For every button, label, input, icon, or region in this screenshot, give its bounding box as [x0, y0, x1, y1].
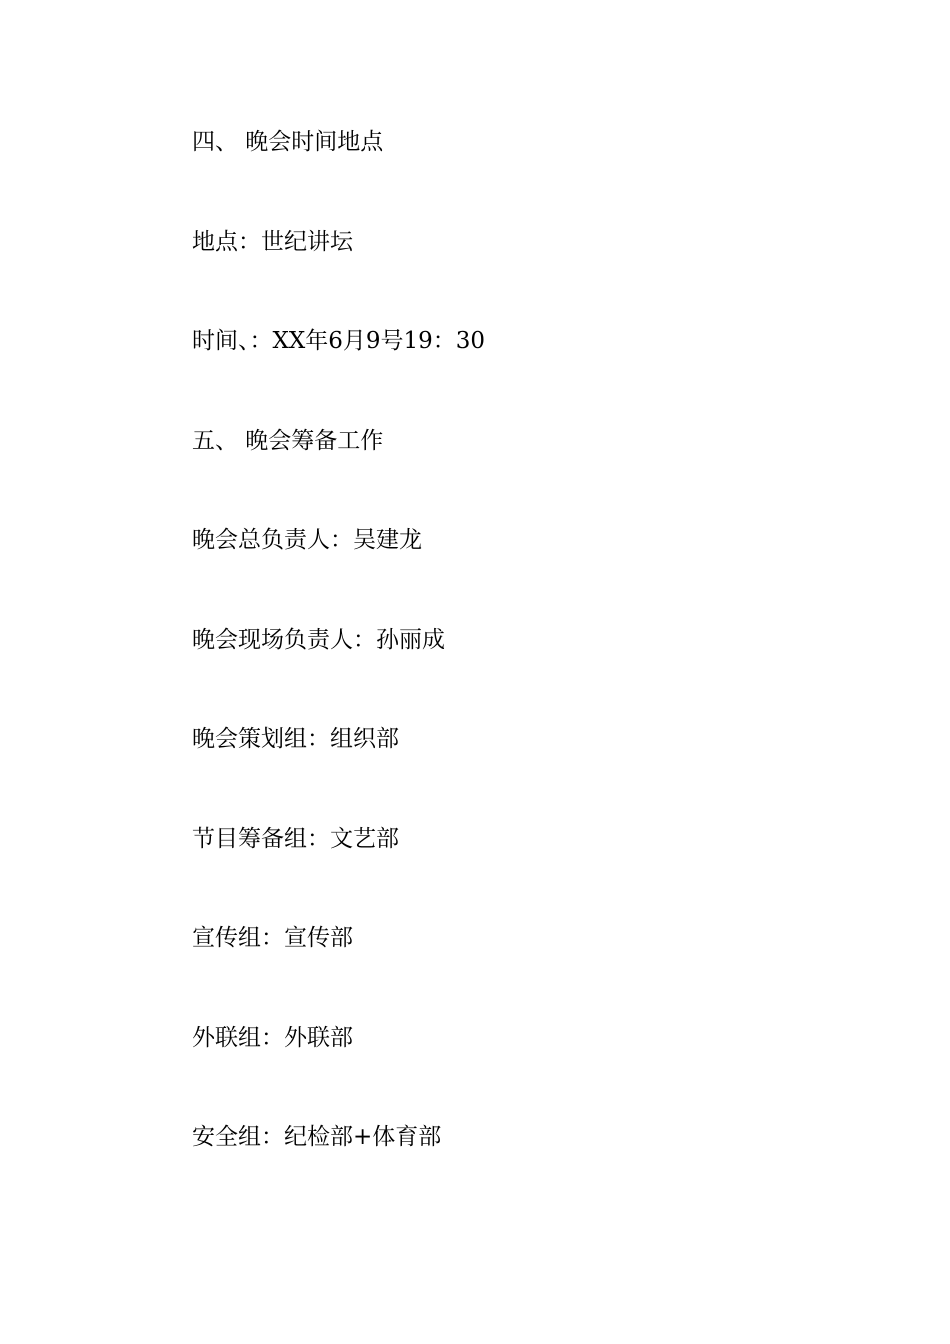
- general-manager-line: 晚会总负责人：吴建龙: [192, 527, 422, 553]
- planning-group-line: 晚会策划组：组织部: [192, 726, 399, 752]
- time-line: 时间、：XX年6月9号19：30: [192, 328, 486, 354]
- security-group-line: 安全组：纪检部+体育部: [192, 1124, 442, 1150]
- venue-line: 地点：世纪讲坛: [192, 228, 353, 255]
- publicity-group-line: 宣传组：宣传部: [192, 925, 353, 951]
- document-body: [192, 130, 812, 1149]
- section-heading-time-place: 四、 晚会时间地点: [192, 129, 384, 155]
- program-group-line: 节目筹备组：文艺部: [192, 825, 399, 852]
- section-heading-preparation: 五、 晚会筹备工作: [192, 427, 384, 454]
- liaison-group-line: 外联组：外联部: [192, 1024, 353, 1051]
- onsite-manager-line: 晚会现场负责人：孙丽成: [192, 626, 445, 653]
